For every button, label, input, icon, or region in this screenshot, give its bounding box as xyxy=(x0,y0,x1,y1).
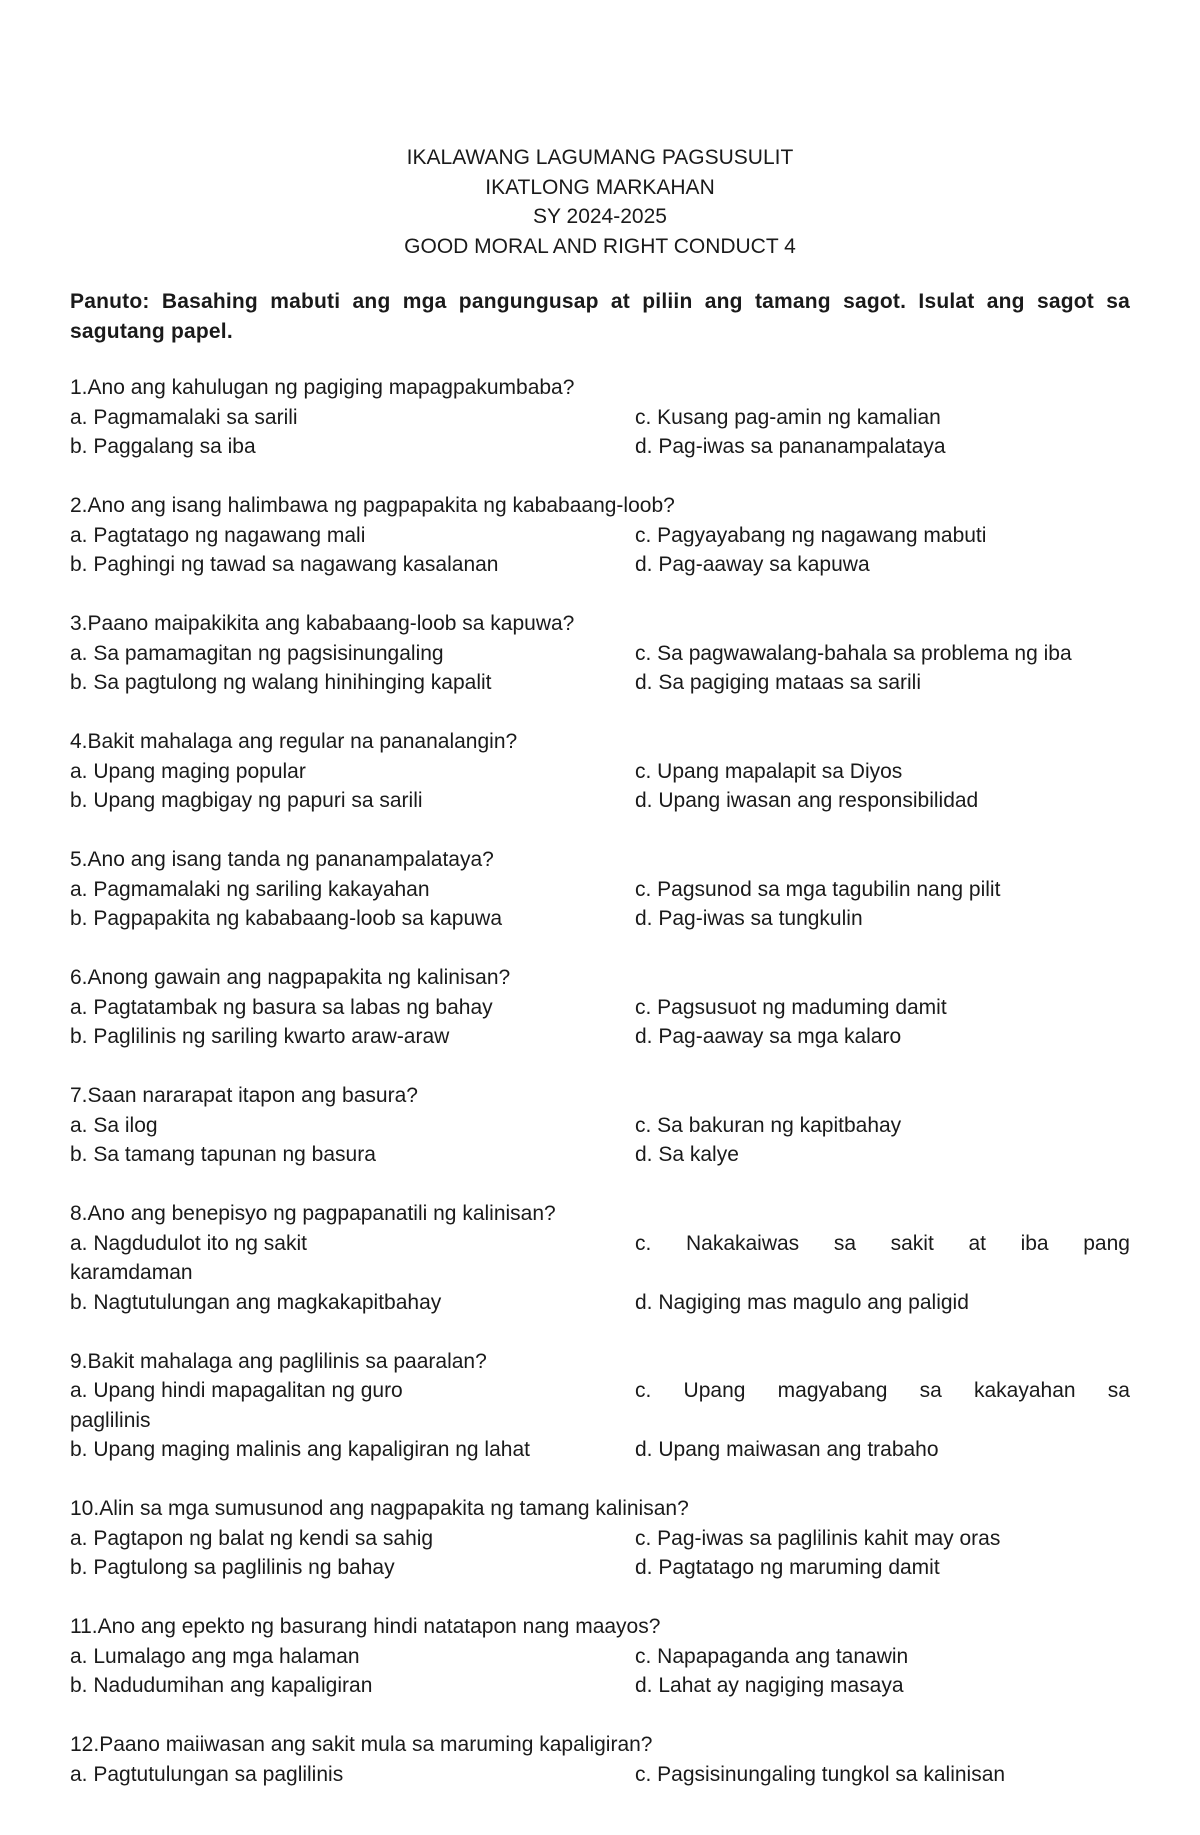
option-c: c. Pag-iwas sa paglilinis kahit may oras xyxy=(635,1526,1001,1550)
option-c xyxy=(635,1376,1130,1406)
option-a: a. Lumalago ang mga halaman xyxy=(70,1644,360,1668)
question-text: 8.Ano ang benepisyo ng pagpapanatili ng kalinisan? xyxy=(70,1202,556,1225)
option-d: d. Sa pagiging mataas sa sarili xyxy=(635,671,921,694)
question-9 xyxy=(70,1347,1130,1465)
option-c: c. Pagyayabang ng nagawang mabuti xyxy=(635,523,987,547)
option-b: b. Nadudumihan ang kapaligiran xyxy=(70,1674,373,1697)
option-d: d. Upang maiwasan ang trabaho xyxy=(635,1438,939,1461)
question-5 xyxy=(70,845,1130,934)
option-d: d. Sa kalye xyxy=(635,1143,739,1166)
quarter-label: IKATLONG MARKAHAN xyxy=(485,175,715,199)
question-text: 11.Ano ang epekto ng basurang hindi natatapon nang maayos? xyxy=(70,1615,661,1638)
option-c-word: sa xyxy=(1107,1379,1130,1402)
instructions: Panuto: Basahing mabuti ang mga pangungusap at piliin ang tamang sagot. Isulat ang sagot sa sagutang papel. xyxy=(70,290,1130,343)
question-3 xyxy=(70,609,1130,698)
option-a: a. Nagdudulot ito ng sakit xyxy=(70,1231,307,1255)
option-a: a. Sa ilog xyxy=(70,1113,158,1137)
option-c-word: sa xyxy=(919,1379,942,1402)
question-6 xyxy=(70,963,1130,1052)
question-text: 4.Bakit mahalaga ang regular na pananalangin? xyxy=(70,730,518,753)
option-b: b. Pagtulong sa paglilinis ng bahay xyxy=(70,1556,395,1579)
question-list xyxy=(70,373,1130,1819)
option-c xyxy=(635,1229,1130,1259)
option-c: c. Pagsunod sa mga tagubilin nang pilit xyxy=(635,877,1001,901)
option-b: b. Sa tamang tapunan ng basura xyxy=(70,1143,376,1166)
option-a: a. Pagtapon ng balat ng kendi sa sahig xyxy=(70,1526,434,1550)
option-a: a. Pagtatambak ng basura sa labas ng bahay xyxy=(70,995,493,1019)
question-text: 2.Ano ang isang halimbawa ng pagpapakita ng kababaang-loob? xyxy=(70,494,675,517)
option-c-word: c. xyxy=(635,1231,652,1255)
option-c: c. Pagsusuot ng maduming damit xyxy=(635,995,947,1019)
option-c: c. Sa bakuran ng kapitbahay xyxy=(635,1113,902,1137)
question-10 xyxy=(70,1494,1130,1583)
option-a: a. Sa pamamagitan ng pagsisinungaling xyxy=(70,641,444,665)
question-7 xyxy=(70,1081,1130,1170)
option-b: b. Nagtutulungan ang magkakapitbahay xyxy=(70,1290,442,1314)
option-c-word: at xyxy=(968,1231,986,1255)
option-d: d. Pag-aaway sa kapuwa xyxy=(635,553,870,576)
option-a: a. Pagmamalaki sa sarili xyxy=(70,405,298,429)
option-b: b. Upang maging malinis ang kapaligiran ng lahat xyxy=(70,1438,530,1461)
question-text: 1.Ano ang kahulugan ng pagiging mapagpakumbaba? xyxy=(70,376,575,399)
option-c-word: magyabang xyxy=(777,1379,888,1402)
option-a: a. Upang maging popular xyxy=(70,759,306,783)
question-text: 12.Paano maiiwasan ang sakit mula sa maruming kapaligiran? xyxy=(70,1733,653,1756)
question-11 xyxy=(70,1612,1130,1701)
option-a: a. Upang hindi mapagalitan ng guro xyxy=(70,1379,403,1402)
subject-title: GOOD MORAL AND RIGHT CONDUCT 4 xyxy=(404,234,796,258)
option-c-word: Nakakaiwas xyxy=(685,1231,800,1255)
option-c-word: pang xyxy=(1083,1231,1130,1255)
option-b: b. Paglilinis ng sariling kwarto araw-araw xyxy=(70,1025,450,1048)
option-d: d. Pag-aaway sa mga kalaro xyxy=(635,1025,902,1048)
option-d: d. Upang iwasan ang responsibilidad xyxy=(635,789,979,812)
option-c: c. Pagsisinungaling tungkol sa kalinisan xyxy=(635,1762,1006,1786)
option-c-word: c. xyxy=(635,1379,652,1402)
option-c: c. Napapaganda ang tanawin xyxy=(635,1644,909,1668)
option-b: b. Paghingi ng tawad sa nagawang kasalanan xyxy=(70,553,499,576)
option-d: d. Pag-iwas sa tungkulin xyxy=(635,907,863,930)
option-c-continuation: karamdaman xyxy=(70,1261,193,1284)
question-text: 9.Bakit mahalaga ang paglilinis sa paaralan? xyxy=(70,1349,487,1373)
option-c-word: sa xyxy=(833,1231,856,1255)
option-d: d. Pagtatago ng maruming damit xyxy=(635,1556,940,1579)
question-text: 7.Saan nararapat itapon ang basura? xyxy=(70,1084,418,1107)
option-a: a. Pagtutulungan sa paglilinis xyxy=(70,1762,344,1786)
option-c-word: kakayahan xyxy=(973,1379,1076,1402)
option-a: a. Pagmamalaki ng sariling kakayahan xyxy=(70,877,430,901)
question-2 xyxy=(70,491,1130,580)
option-d: d. Pag-iwas sa pananampalataya xyxy=(635,435,946,458)
option-c-word: iba xyxy=(1020,1231,1049,1255)
option-d: d. Nagiging mas magulo ang paligid xyxy=(635,1290,969,1314)
question-text: 10.Alin sa mga sumusunod ang nagpapakita ng tamang kalinisan? xyxy=(70,1497,689,1520)
option-d: d. Lahat ay nagiging masaya xyxy=(635,1674,904,1697)
school-year: SY 2024-2025 xyxy=(533,205,667,228)
question-text: 3.Paano maipakikita ang kababaang-loob sa kapuwa? xyxy=(70,612,575,635)
option-c-word: Upang xyxy=(683,1379,746,1402)
option-c: c. Upang mapalapit sa Diyos xyxy=(635,759,903,783)
option-b: b. Sa pagtulong ng walang hinihinging kapalit xyxy=(70,671,492,694)
option-b: b. Upang magbigay ng papuri sa sarili xyxy=(70,789,423,812)
option-a: a. Pagtatago ng nagawang mali xyxy=(70,523,366,547)
question-text: 6.Anong gawain ang nagpapakita ng kalinisan? xyxy=(70,966,511,989)
exam-header xyxy=(0,143,1200,261)
question-1 xyxy=(70,373,1130,462)
question-12 xyxy=(70,1730,1130,1789)
question-8 xyxy=(70,1199,1130,1317)
option-b: b. Paggalang sa iba xyxy=(70,435,256,458)
question-text: 5.Ano ang isang tanda ng pananampalataya? xyxy=(70,848,494,871)
option-c: c. Kusang pag-amin ng kamalian xyxy=(635,405,941,429)
option-c: c. Sa pagwawalang-bahala sa problema ng iba xyxy=(635,641,1072,665)
option-b: b. Pagpapakita ng kababaang-loob sa kapuwa xyxy=(70,907,502,930)
question-4 xyxy=(70,727,1130,816)
option-c-continuation: paglilinis xyxy=(70,1408,151,1432)
option-c-word: sakit xyxy=(890,1231,934,1255)
exam-title: IKALAWANG LAGUMANG PAGSUSULIT xyxy=(406,146,794,169)
